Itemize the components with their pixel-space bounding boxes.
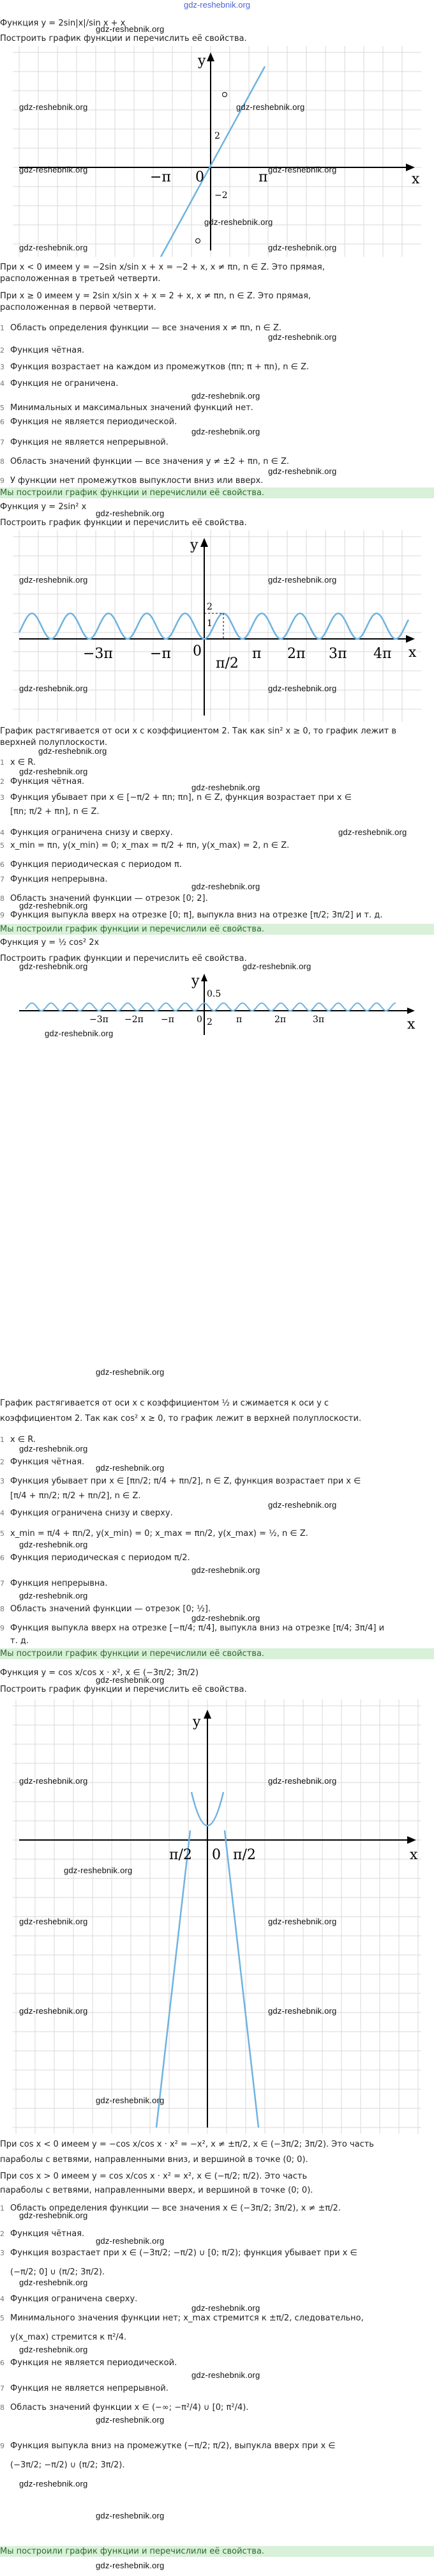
s4-prop-1: 1 Область определения функции — все значения x ∈ (−3π/2; 3π/2), x ≠ ±π/2. [0, 2204, 341, 2213]
watermark: gdz-reshebnik.org [338, 827, 407, 837]
watermark: gdz-reshebnik.org [19, 1591, 88, 1600]
watermark: gdz-reshebnik.org [45, 1029, 114, 1038]
watermark: gdz-reshebnik.org [96, 24, 165, 34]
s2-curve [19, 613, 408, 639]
s2-x-label: x [408, 645, 417, 661]
s3-tick-half: 0.5 [207, 989, 221, 999]
watermark: gdz-reshebnik.org [64, 1866, 133, 1875]
s3-tick-3pi: 3π [313, 1015, 325, 1025]
s2-p1: График растягивается от оси x с коэффициентом 2. Так как sin² x ≥ 0, то график лежит в [0, 726, 397, 736]
s2-task: Построить график функции и перечислить её свойства. [0, 518, 247, 528]
s4-prop-4: 4 Функция ограничена сверху. [0, 2294, 138, 2304]
s4-p2: При cos x > 0 имеем y = cos x/cos x · x² = x², x ∈ (−π/2; π/2). Это часть [0, 2172, 308, 2181]
s2-tick-4pi: 4π [373, 646, 392, 662]
s1-done-banner: Мы построили график функции и перечислили её свойства. [0, 487, 434, 498]
s2-origin: 0 [193, 643, 202, 659]
s3-tick-neg2pi: −2π [124, 1015, 144, 1025]
s4-tick-neg-pi-half: π/2 [169, 1847, 192, 1863]
site-watermark-top: gdz-reshebnik.org [183, 0, 251, 10]
watermark: gdz-reshebnik.org [268, 1776, 337, 1786]
watermark: gdz-reshebnik.org [19, 1776, 88, 1786]
s3-prop-3: 3 Функция убывает при x ∈ [πn/2; π/4 + πn/2], n ∈ Z, функция возрастает при x ∈ [0, 1476, 361, 1486]
s2-prop-5: 5 x_min = πn, y(x_min) = 0; x_max = π/2 + πn, y(x_max) = 2, n ∈ Z. [0, 841, 290, 850]
s2-prop-3: 3 Функция убывает при x ∈ [−π/2 + πn; πn], n ∈ Z, функция возрастает при x ∈ [0, 793, 352, 802]
s3-prop-1: 1 x ∈ R. [0, 1435, 36, 1445]
watermark: gdz-reshebnik.org [191, 2303, 260, 2313]
watermark: gdz-reshebnik.org [19, 2006, 88, 2016]
s3-p1: График растягивается от оси x с коэффициентом ½ и сжимается к оси y с [0, 1399, 329, 1408]
watermark: gdz-reshebnik.org [38, 746, 107, 756]
watermark: gdz-reshebnik.org [191, 427, 260, 436]
s3-tick-2pi: 2π [274, 1015, 287, 1025]
watermark: gdz-reshebnik.org [19, 2479, 88, 2488]
watermark: gdz-reshebnik.org [96, 2236, 165, 2246]
watermark: gdz-reshebnik.org [96, 2511, 165, 2520]
s3-tick-neg3pi: −3π [89, 1015, 108, 1025]
watermark: gdz-reshebnik.org [19, 767, 88, 776]
s3-prop-2: 2 Функция чётная. [0, 1457, 85, 1467]
s2-tick-2: 2 [207, 602, 213, 612]
s1-x-label: x [412, 171, 420, 187]
s1-p2b: расположенная в первой четверти. [0, 303, 156, 312]
s2-tick-2pi: 2π [287, 646, 306, 662]
s2-done-banner: Мы построили график функции и перечислили её свойства. [0, 924, 434, 935]
watermark: gdz-reshebnik.org [96, 2561, 165, 2570]
s3-curve [26, 1003, 396, 1011]
watermark: gdz-reshebnik.org [19, 1917, 88, 1926]
s2-prop-7: 7 Функция непрерывна. [0, 875, 108, 884]
s3-prop-7: 7 Функция непрерывна. [0, 1579, 108, 1588]
watermark: gdz-reshebnik.org [268, 165, 337, 174]
s4-prop-9b: (−3π/2; −π/2) ∪ (π/2; 3π/2). [10, 2460, 125, 2470]
s1-prop-1: 1 Область определения функции — все значения x ≠ πn, n ∈ Z. [0, 323, 282, 333]
watermark: gdz-reshebnik.org [19, 243, 88, 252]
s2-p1b: верхней полуплоскости. [0, 738, 108, 747]
s1-tick-2: 2 [214, 131, 220, 141]
watermark: gdz-reshebnik.org [96, 2415, 165, 2425]
watermark: gdz-reshebnik.org [19, 102, 88, 112]
s1-tick-neg2: −2 [214, 190, 228, 201]
s4-prop-3b: (−π/2; 0] ∪ (π/2; 3π/2). [10, 2267, 105, 2277]
watermark: gdz-reshebnik.org [191, 882, 260, 891]
watermark: gdz-reshebnik.org [19, 575, 88, 585]
s3-prop-9b: т. д. [10, 1636, 29, 1646]
s3-tick-2: 2 [207, 1017, 213, 1027]
watermark: gdz-reshebnik.org [191, 2370, 260, 2380]
s2-prop-4: 4 Функция ограничена снизу и сверху. [0, 828, 173, 838]
s2-tick-neg3pi: −3π [83, 646, 113, 662]
watermark: gdz-reshebnik.org [19, 962, 88, 971]
watermark: gdz-reshebnik.org [268, 1917, 337, 1926]
s1-p1b: расположенная в третьей четверти. [0, 274, 161, 284]
s2-prop-9: 9 Функция выпукла вверх на отрезке [0; π], выпукла вниз на отрезке [π/2; 3π/2] и т. д. [0, 910, 383, 920]
watermark: gdz-reshebnik.org [191, 783, 260, 792]
s2-tick-pi-half: π/2 [216, 656, 239, 671]
watermark: gdz-reshebnik.org [19, 901, 88, 910]
s1-prop-8: 8 Область значений функции — все значения y ≠ ±2 + πn, n ∈ Z. [0, 457, 290, 466]
s1-prop-9: 9 У функции нет промежутков выпуклости вниз или вверх. [0, 476, 264, 486]
s1-p1: При x < 0 имеем y = −2sin x/sin x + x = −2 + x, x ≠ πn, n ∈ Z. Это прямая, [0, 263, 325, 272]
s4-task: Построить график функции и перечислить её свойства. [0, 1685, 247, 1694]
s2-prop-1: 1 x ∈ R. [0, 758, 36, 767]
s1-hole-lower [196, 239, 200, 243]
watermark: gdz-reshebnik.org [268, 332, 337, 342]
s1-prop-6: 6 Функция не является периодической. [0, 417, 177, 427]
s2-prop-8: 8 Область значений функции — отрезок [0; 2]. [0, 894, 208, 903]
watermark: gdz-reshebnik.org [268, 575, 337, 585]
s1-prop-2: 2 Функция чётная. [0, 346, 85, 355]
watermark: gdz-reshebnik.org [96, 1463, 165, 1473]
s2-prop-3b: [πn; π/2 + πn], n ∈ Z. [10, 807, 100, 816]
watermark: gdz-reshebnik.org [243, 962, 311, 971]
watermark: gdz-reshebnik.org [268, 466, 337, 476]
s2-tick-1: 1 [207, 618, 213, 629]
s3-title: Функция y = ½ cos² 2x [0, 938, 100, 947]
s1-origin: 0 [195, 169, 204, 185]
s3-origin: 0 [197, 1015, 202, 1025]
s4-prop-6: 6 Функция не является периодической. [0, 2358, 177, 2368]
watermark: gdz-reshebnik.org [19, 165, 88, 174]
watermark: gdz-reshebnik.org [19, 2345, 88, 2354]
s4-left-branch [156, 1830, 190, 2128]
watermark: gdz-reshebnik.org [19, 1444, 88, 1453]
s1-task: Построить график функции и перечислить её свойства. [0, 34, 247, 43]
watermark: gdz-reshebnik.org [268, 2006, 337, 2016]
s3-y-label: y [191, 973, 200, 989]
s1-prop-7: 7 Функция не является непрерывной. [0, 438, 168, 447]
watermark: gdz-reshebnik.org [19, 2211, 88, 2220]
s2-y-label: y [190, 537, 198, 553]
s1-title: Функция y = 2sin|x|/sin x + x [0, 19, 126, 28]
watermark: gdz-reshebnik.org [268, 243, 337, 252]
s1-p2: При x ≥ 0 имеем y = 2sin x/sin x + x = 2 + x, x ≠ πn, n ∈ Z. Это прямая, [0, 291, 311, 301]
s1-prop-4: 4 Функция не ограничена. [0, 379, 119, 388]
s2-tick-3pi: 3π [329, 646, 347, 662]
s3-prop-6: 6 Функция периодическая с периодом π/2. [0, 1553, 190, 1563]
s1-hole-upper [223, 93, 227, 97]
s3-prop-5: 5 x_min = π/4 + πn/2, y(x_min) = 0; x_max = πn/2, y(x_max) = ½, n ∈ Z. [0, 1529, 308, 1538]
s4-prop-8: 8 Область значений функции x ∈ (−∞; −π²/4) ∪ [0; π²/4). [0, 2403, 249, 2412]
s1-tick-neg-pi: −π [150, 169, 171, 185]
s1-prop-5: 5 Минимальных и максимальных значений функций нет. [0, 403, 253, 413]
s3-done-banner: Мы построили график функции и перечислили её свойства. [0, 1648, 434, 1659]
s2-prop-6: 6 Функция периодическая с периодом π. [0, 860, 182, 870]
s2-graph [13, 530, 421, 722]
s2-title: Функция y = 2sin² x [0, 502, 87, 512]
s2-prop-2: 2 Функция чётная. [0, 777, 85, 786]
s4-right-branch [225, 1830, 258, 2128]
s3-task: Построить график функции и перечислить её свойства. [0, 954, 247, 963]
watermark: gdz-reshebnik.org [19, 684, 88, 693]
watermark: gdz-reshebnik.org [96, 2096, 165, 2105]
s3-prop-8: 8 Область значений функции — отрезок [0; ½]. [0, 1604, 211, 1614]
watermark: gdz-reshebnik.org [204, 217, 273, 227]
watermark: gdz-reshebnik.org [191, 1613, 260, 1623]
watermark: gdz-reshebnik.org [268, 1500, 337, 1510]
s3-prop-4: 4 Функция ограничена снизу и сверху. [0, 1508, 173, 1518]
s4-prop-5b: y(x_max) стремится к π²/4. [10, 2333, 127, 2342]
watermark: gdz-reshebnik.org [96, 509, 165, 518]
s1-prop-3: 3 Функция возрастает на каждом из промежутков (πn; π + πn), n ∈ Z. [0, 362, 310, 372]
watermark: gdz-reshebnik.org [268, 684, 337, 693]
s4-prop-5: 5 Минимального значения функции нет; x_max стремится к ±π/2, следовательно, [0, 2313, 364, 2323]
s4-p1b: параболы с ветвями, направленными вниз, и вершиной в точке (0; 0). [0, 2155, 308, 2165]
watermark: gdz-reshebnik.org [236, 102, 305, 112]
s4-origin: 0 [212, 1847, 221, 1863]
s4-title: Функция y = cos x/cos x · x², x ∈ (−3π/2; 3π/2) [0, 1668, 199, 1678]
s4-prop-7: 7 Функция не является непрерывной. [0, 2384, 168, 2393]
s3-prop-9: 9 Функция выпукла вверх на отрезке [−π/4; π/4], выпукла вниз на отрезке [π/4; 3π/4] и [0, 1623, 385, 1633]
watermark: gdz-reshebnik.org [19, 2278, 88, 2287]
s2-tick-negpi: −π [150, 646, 171, 662]
s4-p1: При cos x < 0 имеем y = −cos x/cos x · x² = −x², x ≠ ±π/2, x ∈ (−3π/2; 3π/2). Это часть [0, 2140, 374, 2149]
s3-p1b: коэффициентом 2. Так как cos² x ≥ 0, то график лежит в верхней полуплоскости. [0, 1414, 362, 1423]
watermark: gdz-reshebnik.org [191, 1565, 260, 1575]
s4-prop-2: 2 Функция чётная. [0, 2229, 85, 2239]
s1-y-label: y [198, 53, 206, 69]
s3-prop-3b: [π/4 + πn/2; π/2 + πn/2], n ∈ Z. [10, 1491, 141, 1501]
watermark: gdz-reshebnik.org [96, 1367, 165, 1377]
s4-y-label: y [193, 1714, 201, 1730]
watermark: gdz-reshebnik.org [19, 1540, 88, 1549]
s1-line-left [161, 66, 268, 257]
s4-done-banner: Мы построили график функции и перечислили её свойства. [0, 2546, 434, 2557]
s4-p2b: параболы с ветвями, направленными вверх, и вершиной в точке (0; 0). [0, 2186, 313, 2195]
s2-tick-pi: π [252, 646, 262, 662]
s1-tick-pi: π [258, 169, 268, 185]
watermark: gdz-reshebnik.org [191, 391, 260, 401]
s4-tick-pi-half: π/2 [233, 1847, 256, 1863]
s4-prop-3: 3 Функция возрастает при x ∈ (−3π/2; −π/2) ∪ [0; π/2); функция убывает при x ∈ [0, 2248, 357, 2258]
watermark: gdz-reshebnik.org [96, 1675, 165, 1685]
s3-tick-negpi: −π [161, 1015, 174, 1025]
s3-x-label: x [407, 1016, 415, 1032]
s4-prop-9: 9 Функция выпукла вниз на промежутке (−π/2; π/2), выпукла вверх при x ∈ [0, 2441, 336, 2451]
s3-tick-pi: π [236, 1015, 243, 1025]
s4-x-label: x [410, 1847, 418, 1863]
